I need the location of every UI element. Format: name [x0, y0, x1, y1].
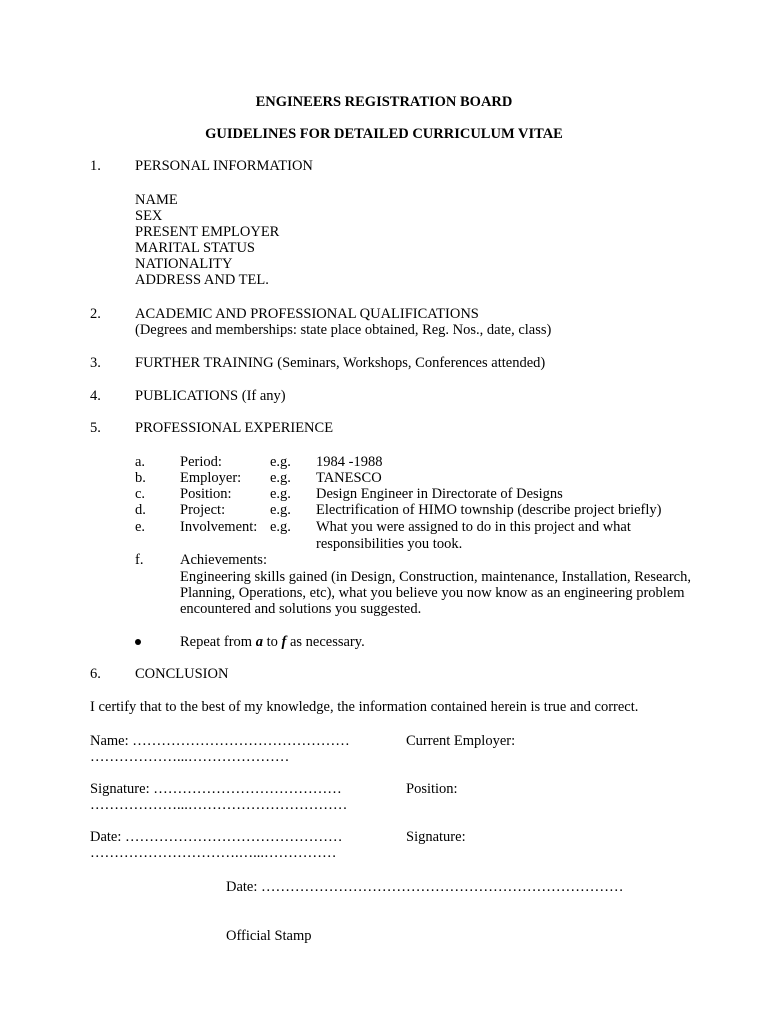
item-c-label: Position: [180, 486, 232, 502]
name-line-cont: ………………...………………… [90, 749, 290, 765]
section-1-title: PERSONAL INFORMATION [135, 158, 313, 174]
repeat-instruction [180, 634, 365, 650]
section-4-number: 4. [90, 388, 101, 404]
item-e-value-cont: responsibilities you took. [316, 536, 463, 552]
signature-line: Signature: ………………………………… [90, 781, 342, 797]
item-e-eg: e.g. [270, 519, 291, 535]
section-5-number: 5. [90, 420, 101, 436]
item-b-eg: e.g. [270, 470, 291, 486]
current-employer-label: Current Employer: [406, 733, 516, 749]
repeat-text-mid: to [262, 634, 282, 650]
item-a-value: 1984 -1988 [316, 454, 383, 470]
repeat-text-pre: Repeat from [180, 634, 256, 650]
document-title: GUIDELINES FOR DETAILED CURRICULUM VITAE [205, 126, 563, 142]
item-c-eg: e.g. [270, 486, 291, 502]
field-nationality: NATIONALITY [135, 256, 233, 272]
repeat-letter-a: a [255, 634, 263, 650]
repeat-text-post: as necessary. [286, 634, 365, 650]
official-stamp-label: Official Stamp [226, 928, 312, 944]
item-e-value: What you were assigned to do in this project and what [316, 519, 631, 535]
item-b-value: TANESCO [316, 470, 382, 486]
repeat-letter-f: f [281, 634, 287, 650]
section-1-number: 1. [90, 158, 101, 174]
item-d-label: Project: [180, 502, 226, 518]
achievements-line-3: encountered and solutions you suggested. [180, 601, 422, 617]
signature-line-cont: ………………...…………………………… [90, 797, 348, 813]
field-name: NAME [135, 192, 178, 208]
section-6-number: 6. [90, 666, 101, 682]
item-a-label: Period: [180, 454, 222, 470]
signature-right-label: Signature: [406, 829, 466, 845]
item-b-letter: b. [135, 470, 146, 486]
item-e-label: Involvement: [180, 519, 258, 535]
position-label: Position: [406, 781, 458, 797]
field-sex: SEX [135, 208, 163, 224]
section-2-title: ACADEMIC AND PROFESSIONAL QUALIFICATIONS [135, 306, 479, 322]
board-name: ENGINEERS REGISTRATION BOARD [255, 94, 513, 110]
section-4-title: PUBLICATIONS (If any) [135, 388, 286, 404]
date-line: Date: ……………………………………… [90, 829, 343, 845]
field-marital-status: MARITAL STATUS [135, 240, 255, 256]
item-d-letter: d. [135, 502, 146, 518]
certification-statement: I certify that to the best of my knowledge, the information contained herein is true and correct. [90, 699, 639, 715]
official-date-line: Date: ………………………………………………………………… [226, 879, 624, 895]
field-address-tel: ADDRESS AND TEL. [135, 272, 269, 288]
item-f-letter: f. [135, 552, 144, 568]
item-d-eg: e.g. [270, 502, 291, 518]
section-3-title: FURTHER TRAINING (Seminars, Workshops, Conferences attended) [135, 355, 546, 371]
achievements-line-1: Engineering skills gained (in Design, Construction, maintenance, Installation, Research, [180, 569, 691, 585]
bullet-icon [135, 639, 141, 645]
item-d-value: Electrification of HIMO township (describe project briefly) [316, 502, 662, 518]
section-2-number: 2. [90, 306, 101, 322]
field-present-employer: PRESENT EMPLOYER [135, 224, 280, 240]
item-e-letter: e. [135, 519, 146, 535]
item-a-eg: e.g. [270, 454, 291, 470]
section-6-title: CONCLUSION [135, 666, 229, 682]
section-2-note: (Degrees and memberships: state place obtained, Reg. Nos., date, class) [135, 322, 552, 338]
item-c-value: Design Engineer in Directorate of Designs [316, 486, 563, 502]
item-b-label: Employer: [180, 470, 242, 486]
section-3-number: 3. [90, 355, 101, 371]
date-line-cont: ………………………….…...…………… [90, 845, 337, 861]
item-f-label: Achievements: [180, 552, 267, 568]
item-a-letter: a. [135, 454, 146, 470]
section-5-title: PROFESSIONAL EXPERIENCE [135, 420, 334, 436]
name-line: Name: ……………………………………… [90, 733, 350, 749]
achievements-line-2: Planning, Operations, etc), what you believe you now know as an engineering problem [180, 585, 685, 601]
item-c-letter: c. [135, 486, 146, 502]
